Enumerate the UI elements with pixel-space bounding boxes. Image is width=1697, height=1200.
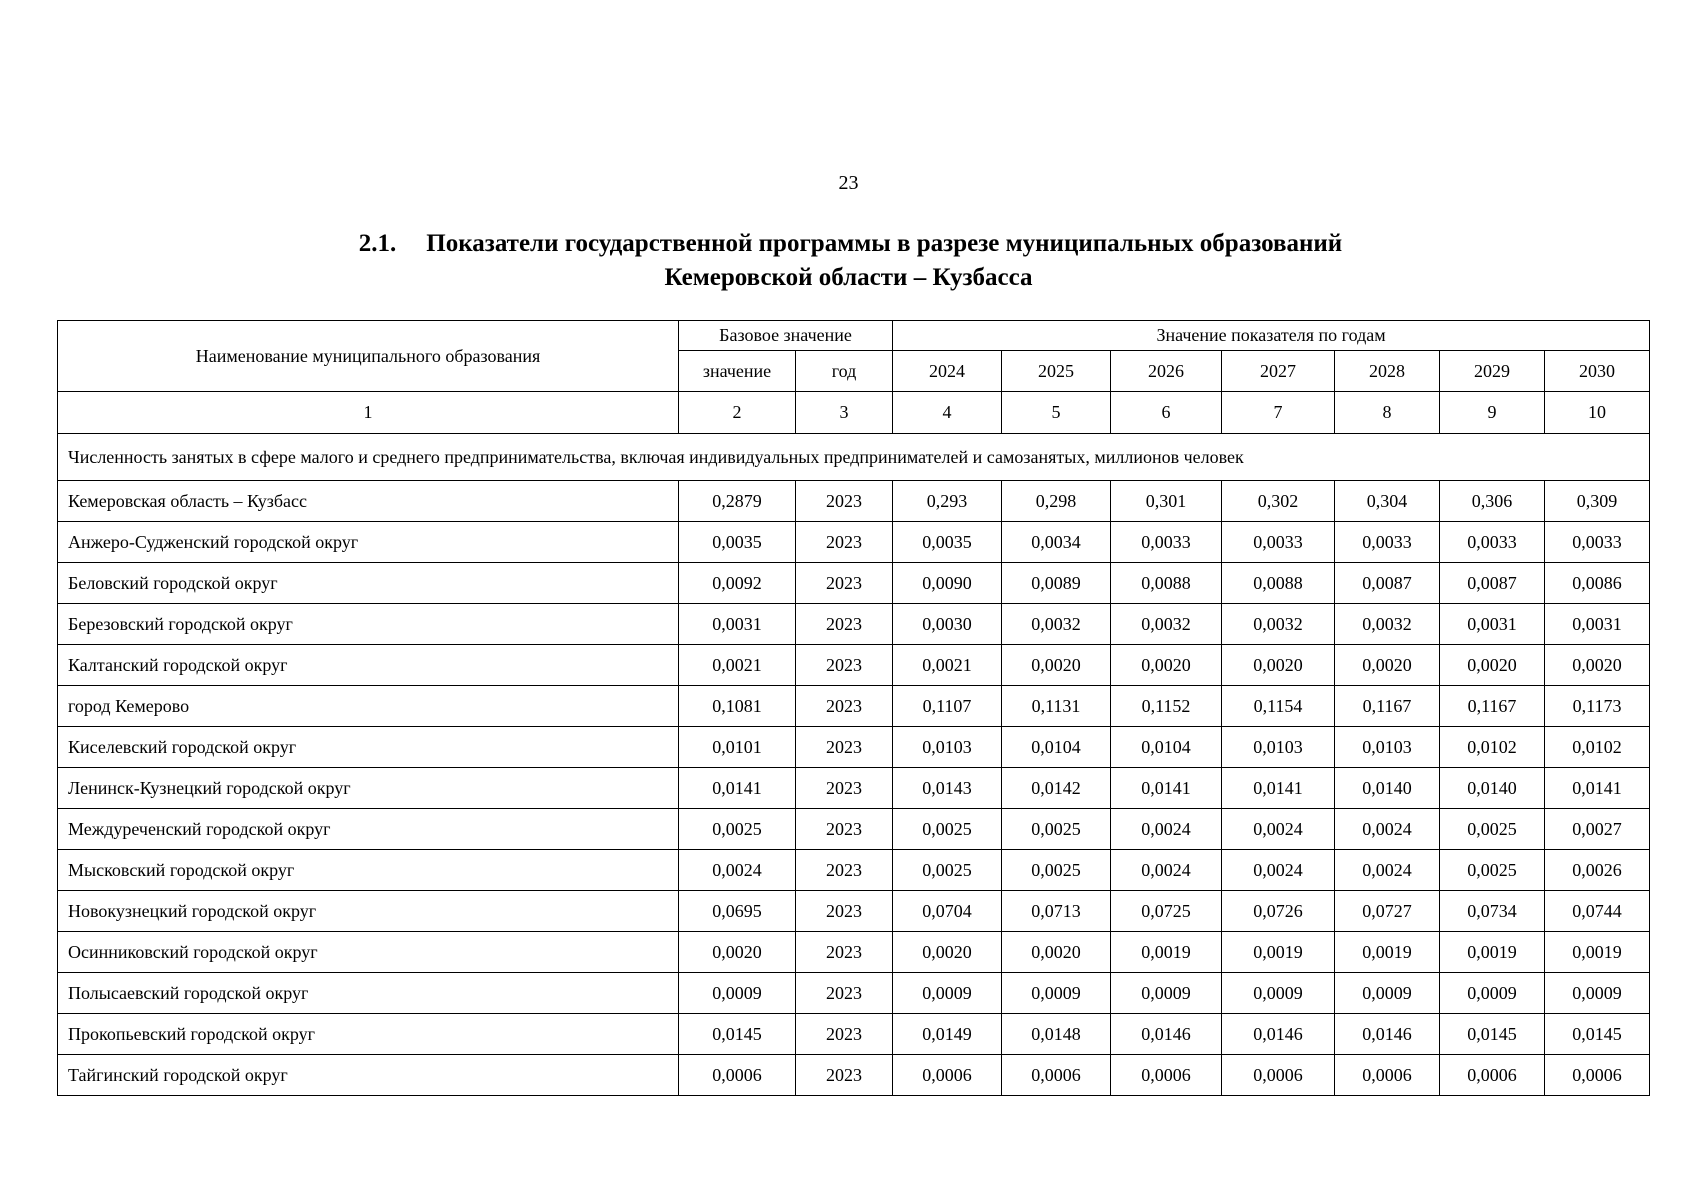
table-row [58, 686, 1650, 727]
year-value-cell: 0,0104 [1002, 727, 1111, 768]
municipality-name: Калтанский городской округ [58, 645, 679, 686]
base-value-cell: 0,0024 [679, 850, 796, 891]
year-value-cell: 0,0145 [1440, 1014, 1545, 1055]
year-value-cell: 0,0103 [1222, 727, 1335, 768]
year-value-cell: 0,0033 [1111, 522, 1222, 563]
year-value-cell: 0,0019 [1111, 932, 1222, 973]
year-value-cell: 0,0140 [1335, 768, 1440, 809]
year-value-cell: 0,0009 [1335, 973, 1440, 1014]
base-value-cell: 0,0695 [679, 891, 796, 932]
year-value-cell: 0,0009 [1440, 973, 1545, 1014]
year-value-cell: 0,0146 [1111, 1014, 1222, 1055]
year-value-cell: 0,0142 [1002, 768, 1111, 809]
indicators-table [57, 320, 1650, 1096]
year-value-cell: 0,0087 [1440, 563, 1545, 604]
year-value-cell: 0,0141 [1545, 768, 1650, 809]
header-years-group: Значение показателя по годам [893, 321, 1650, 351]
table-row [58, 809, 1650, 850]
header-base-value-group: Базовое значение [679, 321, 893, 351]
year-value-cell: 0,0713 [1002, 891, 1111, 932]
year-value-cell: 0,0021 [893, 645, 1002, 686]
year-value-cell: 0,0032 [1111, 604, 1222, 645]
year-value-cell: 0,0149 [893, 1014, 1002, 1055]
year-value-cell: 0,0020 [1335, 645, 1440, 686]
base-year-cell: 2023 [796, 891, 893, 932]
table-row [58, 973, 1650, 1014]
year-value-cell: 0,0033 [1335, 522, 1440, 563]
year-value-cell: 0,0019 [1440, 932, 1545, 973]
year-value-cell: 0,0020 [1002, 645, 1111, 686]
base-value-cell: 0,0035 [679, 522, 796, 563]
year-value-cell: 0,1154 [1222, 686, 1335, 727]
year-value-cell: 0,0141 [1111, 768, 1222, 809]
year-value-cell: 0,0086 [1545, 563, 1650, 604]
year-value-cell: 0,0025 [893, 850, 1002, 891]
municipality-name: Полысаевский городской округ [58, 973, 679, 1014]
year-value-cell: 0,0148 [1002, 1014, 1111, 1055]
base-year-cell: 2023 [796, 973, 893, 1014]
section-title [0, 227, 1697, 295]
municipality-name: Ленинск-Кузнецкий городской округ [58, 768, 679, 809]
table-row [58, 522, 1650, 563]
year-value-cell: 0,0034 [1002, 522, 1111, 563]
year-value-cell: 0,0020 [1545, 645, 1650, 686]
base-year-cell: 2023 [796, 481, 893, 522]
year-value-cell: 0,0009 [1111, 973, 1222, 1014]
year-value-cell: 0,306 [1440, 481, 1545, 522]
municipality-name: Тайгинский городской округ [58, 1055, 679, 1096]
year-value-cell: 0,0024 [1335, 850, 1440, 891]
year-value-cell: 0,0006 [1222, 1055, 1335, 1096]
year-value-cell: 0,0102 [1440, 727, 1545, 768]
column-number: 2 [679, 392, 796, 434]
year-value-cell: 0,0019 [1222, 932, 1335, 973]
header-year: 2024 [893, 351, 1002, 392]
municipality-name: Анжеро-Судженский городской округ [58, 522, 679, 563]
base-value-cell: 0,0101 [679, 727, 796, 768]
year-value-cell: 0,0027 [1545, 809, 1650, 850]
municipality-name: Осинниковский городской округ [58, 932, 679, 973]
table-row [58, 645, 1650, 686]
base-year-cell: 2023 [796, 604, 893, 645]
column-number: 6 [1111, 392, 1222, 434]
table-row [58, 604, 1650, 645]
municipality-name: Прокопьевский городской округ [58, 1014, 679, 1055]
base-value-cell: 0,2879 [679, 481, 796, 522]
year-value-cell: 0,0033 [1545, 522, 1650, 563]
year-value-cell: 0,0024 [1222, 850, 1335, 891]
year-value-cell: 0,0006 [1335, 1055, 1440, 1096]
year-value-cell: 0,0143 [893, 768, 1002, 809]
year-value-cell: 0,0025 [1440, 809, 1545, 850]
year-value-cell: 0,0024 [1111, 809, 1222, 850]
year-value-cell: 0,0009 [1545, 973, 1650, 1014]
year-value-cell: 0,0009 [1222, 973, 1335, 1014]
base-year-cell: 2023 [796, 768, 893, 809]
table-row [58, 932, 1650, 973]
municipality-name: Новокузнецкий городской округ [58, 891, 679, 932]
header-year: 2029 [1440, 351, 1545, 392]
table-row [58, 1014, 1650, 1055]
header-year: 2026 [1111, 351, 1222, 392]
base-year-cell: 2023 [796, 932, 893, 973]
year-value-cell: 0,0727 [1335, 891, 1440, 932]
year-value-cell: 0,0020 [1440, 645, 1545, 686]
base-value-cell: 0,0009 [679, 973, 796, 1014]
year-value-cell: 0,0104 [1111, 727, 1222, 768]
year-value-cell: 0,0102 [1545, 727, 1650, 768]
year-value-cell: 0,0025 [1002, 809, 1111, 850]
base-value-cell: 0,0021 [679, 645, 796, 686]
table-row [58, 768, 1650, 809]
header-row-groups [58, 321, 1650, 351]
year-value-cell: 0,309 [1545, 481, 1650, 522]
column-number: 4 [893, 392, 1002, 434]
base-value-cell: 0,0145 [679, 1014, 796, 1055]
year-value-cell: 0,0145 [1545, 1014, 1650, 1055]
column-number: 3 [796, 392, 893, 434]
year-value-cell: 0,0025 [1002, 850, 1111, 891]
header-municipality-name: Наименование муниципального образования [58, 321, 679, 392]
year-value-cell: 0,0024 [1111, 850, 1222, 891]
year-value-cell: 0,0031 [1440, 604, 1545, 645]
base-year-cell: 2023 [796, 686, 893, 727]
column-number: 1 [58, 392, 679, 434]
table-row [58, 563, 1650, 604]
year-value-cell: 0,0033 [1440, 522, 1545, 563]
year-value-cell: 0,1152 [1111, 686, 1222, 727]
year-value-cell: 0,0031 [1545, 604, 1650, 645]
year-value-cell: 0,0006 [893, 1055, 1002, 1096]
year-value-cell: 0,0006 [1545, 1055, 1650, 1096]
base-year-cell: 2023 [796, 563, 893, 604]
column-number: 7 [1222, 392, 1335, 434]
header-base-year: год [796, 351, 893, 392]
year-value-cell: 0,0089 [1002, 563, 1111, 604]
year-value-cell: 0,0019 [1335, 932, 1440, 973]
header-base-value: значение [679, 351, 796, 392]
year-value-cell: 0,0035 [893, 522, 1002, 563]
year-value-cell: 0,1107 [893, 686, 1002, 727]
year-value-cell: 0,0146 [1222, 1014, 1335, 1055]
year-value-cell: 0,0020 [893, 932, 1002, 973]
table-row [58, 850, 1650, 891]
year-value-cell: 0,0025 [893, 809, 1002, 850]
year-value-cell: 0,0725 [1111, 891, 1222, 932]
year-value-cell: 0,302 [1222, 481, 1335, 522]
year-value-cell: 0,0032 [1335, 604, 1440, 645]
year-value-cell: 0,1173 [1545, 686, 1650, 727]
table-row [58, 1055, 1650, 1096]
year-value-cell: 0,0026 [1545, 850, 1650, 891]
base-value-cell: 0,0020 [679, 932, 796, 973]
indicator-section-row [58, 434, 1650, 481]
section-number: 2.1. [358, 230, 397, 257]
table-row [58, 481, 1650, 522]
base-value-cell: 0,0025 [679, 809, 796, 850]
base-year-cell: 2023 [796, 645, 893, 686]
municipality-name: Мысковский городской округ [58, 850, 679, 891]
year-value-cell: 0,0734 [1440, 891, 1545, 932]
year-value-cell: 0,1131 [1002, 686, 1111, 727]
base-value-cell: 0,0031 [679, 604, 796, 645]
year-value-cell: 0,1167 [1440, 686, 1545, 727]
year-value-cell: 0,0025 [1440, 850, 1545, 891]
year-value-cell: 0,0103 [1335, 727, 1440, 768]
year-value-cell: 0,0006 [1111, 1055, 1222, 1096]
municipality-name: Кемеровская область – Кузбасс [58, 481, 679, 522]
municipality-name: Киселевский городской округ [58, 727, 679, 768]
title-text-line-1: Показатели государственной программы в разрезе муниципальных образований [426, 230, 1343, 257]
year-value-cell: 0,0032 [1222, 604, 1335, 645]
base-value-cell: 0,0006 [679, 1055, 796, 1096]
year-value-cell: 0,0033 [1222, 522, 1335, 563]
year-value-cell: 0,1167 [1335, 686, 1440, 727]
base-value-cell: 0,1081 [679, 686, 796, 727]
year-value-cell: 0,0726 [1222, 891, 1335, 932]
base-value-cell: 0,0092 [679, 563, 796, 604]
header-year: 2028 [1335, 351, 1440, 392]
municipality-name: Березовский городской округ [58, 604, 679, 645]
base-year-cell: 2023 [796, 809, 893, 850]
year-value-cell: 0,0088 [1222, 563, 1335, 604]
year-value-cell: 0,293 [893, 481, 1002, 522]
base-year-cell: 2023 [796, 727, 893, 768]
year-value-cell: 0,0020 [1111, 645, 1222, 686]
column-number: 5 [1002, 392, 1111, 434]
base-value-cell: 0,0141 [679, 768, 796, 809]
year-value-cell: 0,0032 [1002, 604, 1111, 645]
municipality-name: Междуреченский городской округ [58, 809, 679, 850]
year-value-cell: 0,0009 [1002, 973, 1111, 1014]
municipality-name: город Кемерово [58, 686, 679, 727]
base-year-cell: 2023 [796, 1014, 893, 1055]
column-number: 9 [1440, 392, 1545, 434]
year-value-cell: 0,0024 [1222, 809, 1335, 850]
table-row [58, 727, 1650, 768]
column-number-row [58, 392, 1650, 434]
base-year-cell: 2023 [796, 1055, 893, 1096]
year-value-cell: 0,0087 [1335, 563, 1440, 604]
year-value-cell: 0,301 [1111, 481, 1222, 522]
header-year: 2027 [1222, 351, 1335, 392]
title-text-line-2: Кемеровской области – Кузбасса [664, 264, 1033, 291]
header-year: 2025 [1002, 351, 1111, 392]
year-value-cell: 0,0024 [1335, 809, 1440, 850]
year-value-cell: 0,298 [1002, 481, 1111, 522]
year-value-cell: 0,0009 [893, 973, 1002, 1014]
base-year-cell: 2023 [796, 522, 893, 563]
year-value-cell: 0,0146 [1335, 1014, 1440, 1055]
column-number: 8 [1335, 392, 1440, 434]
page-number: 23 [838, 172, 859, 194]
year-value-cell: 0,0006 [1002, 1055, 1111, 1096]
base-year-cell: 2023 [796, 850, 893, 891]
year-value-cell: 0,0088 [1111, 563, 1222, 604]
year-value-cell: 0,0090 [893, 563, 1002, 604]
column-number: 10 [1545, 392, 1650, 434]
year-value-cell: 0,0020 [1002, 932, 1111, 973]
table-row [58, 891, 1650, 932]
year-value-cell: 0,0030 [893, 604, 1002, 645]
year-value-cell: 0,0103 [893, 727, 1002, 768]
year-value-cell: 0,0141 [1222, 768, 1335, 809]
year-value-cell: 0,0006 [1440, 1055, 1545, 1096]
indicator-section-title: Численность занятых в сфере малого и среднего предпринимательства, включая индивидуальных предпринимателей и самозанятых, миллионов человек [58, 434, 1650, 481]
year-value-cell: 0,0744 [1545, 891, 1650, 932]
title-line-1 [0, 227, 1697, 261]
year-value-cell: 0,304 [1335, 481, 1440, 522]
header-year: 2030 [1545, 351, 1650, 392]
municipality-name: Беловский городской округ [58, 563, 679, 604]
year-value-cell: 0,0704 [893, 891, 1002, 932]
year-value-cell: 0,0019 [1545, 932, 1650, 973]
year-value-cell: 0,0020 [1222, 645, 1335, 686]
year-value-cell: 0,0140 [1440, 768, 1545, 809]
